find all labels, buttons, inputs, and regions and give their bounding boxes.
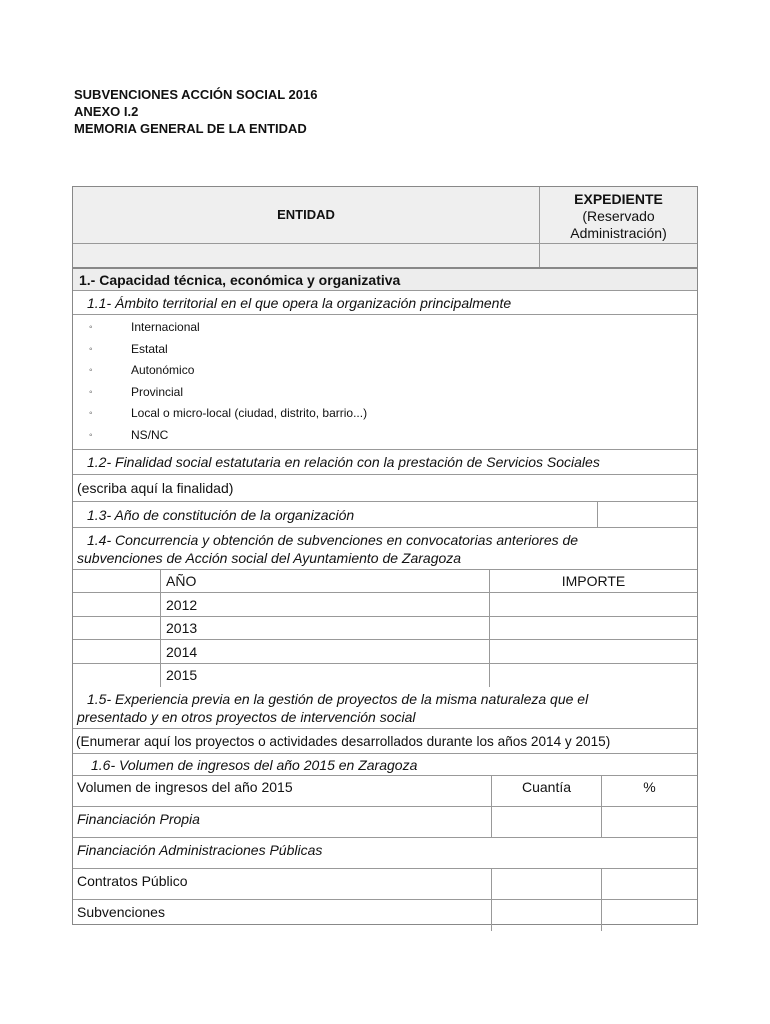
year-cell: 2013	[160, 617, 489, 639]
header-annex: ANEXO I.2	[74, 104, 139, 119]
option-provincial[interactable]	[73, 382, 697, 404]
question-1-4-line2: subvenciones de Acción social del Ayuntamiento de Zaragoza	[77, 549, 462, 566]
cuantia-input[interactable]	[491, 869, 601, 899]
income-row-label: Subvenciones	[77, 903, 165, 920]
question-1-4	[73, 528, 697, 570]
importe-input[interactable]	[489, 593, 697, 616]
document-header	[74, 86, 317, 137]
question-1-2: 1.2- Finalidad social estatutaria en relación con la prestación de Servicios Sociales	[73, 450, 697, 475]
experiencia-input[interactable]: (Enumerar aquí los proyectos o actividades desarrollados durante los años 2014 y 2015)	[73, 729, 697, 754]
year-col-header: AÑO	[160, 570, 489, 592]
income-row-label: Contratos Público	[77, 872, 188, 889]
header-subtitle: MEMORIA GENERAL DE LA ENTIDAD	[74, 121, 307, 136]
territorial-options	[73, 315, 697, 450]
option-label: NS/NC	[131, 427, 169, 442]
income-row-contratos	[73, 869, 697, 900]
option-local[interactable]	[73, 403, 697, 425]
question-1-4-line1: 1.4- Concurrencia y obtención de subvenciones en convocatorias anteriores de	[87, 531, 579, 548]
administracion-label: Administración)	[570, 225, 667, 241]
question-1-3: 1.3- Año de constitución de la organización	[87, 506, 355, 523]
expediente-label: EXPEDIENTE	[574, 191, 663, 207]
years-header-row	[73, 570, 697, 593]
year-row	[73, 593, 697, 617]
option-nsnc[interactable]	[73, 425, 697, 447]
income-table	[73, 776, 697, 931]
section1-table	[72, 268, 698, 925]
importe-input[interactable]	[489, 640, 697, 663]
pct-input[interactable]	[601, 900, 697, 931]
years-table	[73, 570, 697, 687]
option-autonomico[interactable]	[73, 360, 697, 382]
finalidad-input[interactable]: (escriba aquí la finalidad)	[73, 475, 697, 502]
income-row-label: Financiación Propia	[77, 810, 200, 827]
bullet-icon: ◦	[89, 408, 93, 420]
bullet-icon: ◦	[89, 365, 93, 377]
income-header-row	[73, 776, 697, 807]
year-cell: 2012	[160, 593, 489, 616]
option-label: Internacional	[131, 320, 200, 334]
question-1-5-line1: 1.5- Experiencia previa en la gestión de proyectos de la misma naturaleza que el	[87, 690, 589, 707]
year-row	[73, 664, 697, 687]
bullet-icon: ◦	[89, 343, 93, 355]
option-estatal[interactable]	[73, 339, 697, 361]
year-row	[73, 617, 697, 640]
expediente-input-cell[interactable]	[539, 244, 697, 267]
entity-table	[72, 186, 698, 268]
bullet-icon: ◦	[89, 322, 93, 333]
option-label: Autonómico	[131, 363, 195, 378]
income-row-propia	[73, 807, 697, 838]
question-1-3-row	[73, 502, 697, 528]
section1-title: 1.- Capacidad técnica, económica y organizativa	[73, 269, 697, 291]
importe-input[interactable]	[489, 617, 697, 639]
pct-input[interactable]	[601, 807, 697, 837]
question-1-1: 1.1- Ámbito territorial en el que opera la organización principalmente	[73, 291, 697, 315]
importe-col-header: IMPORTE	[489, 570, 697, 592]
income-row-label: Financiación Administraciones Públicas	[77, 841, 323, 858]
entidad-label: ENTIDAD	[277, 207, 335, 222]
year-cell: 2014	[160, 640, 489, 663]
pct-col-header: %	[601, 776, 697, 806]
option-label: Local o micro-local (ciudad, distrito, barrio...)	[131, 406, 368, 421]
question-1-6: 1.6- Volumen de ingresos del año 2015 en Zaragoza	[73, 754, 697, 776]
income-row-admin	[73, 838, 697, 869]
question-1-5-line2: presentado y en otros proyectos de intervención social	[77, 708, 416, 725]
header-title: SUBVENCIONES ACCIÓN SOCIAL 2016	[74, 87, 318, 102]
cuantia-input[interactable]	[491, 807, 601, 837]
expediente-cell	[539, 187, 697, 243]
year-cell: 2015	[160, 664, 489, 687]
cuantia-col-header: Cuantía	[491, 776, 601, 806]
bullet-icon: ◦	[89, 386, 93, 398]
question-1-5	[73, 687, 697, 729]
option-label: Estatal	[131, 341, 168, 356]
entity-header-row	[73, 187, 697, 244]
entidad-input-cell[interactable]	[73, 244, 539, 267]
importe-input[interactable]	[489, 664, 697, 687]
year-row	[73, 640, 697, 664]
income-col-label: Volumen de ingresos del año 2015	[77, 778, 293, 795]
income-row-subvenciones	[73, 900, 697, 931]
option-internacional[interactable]	[73, 317, 697, 339]
reservado-label: (Reservado	[582, 208, 655, 224]
year-constitution-input[interactable]	[597, 502, 697, 527]
option-label: Provincial	[131, 384, 184, 399]
cuantia-input[interactable]	[491, 900, 601, 931]
pct-input[interactable]	[601, 869, 697, 899]
bullet-icon: ◦	[89, 429, 93, 441]
